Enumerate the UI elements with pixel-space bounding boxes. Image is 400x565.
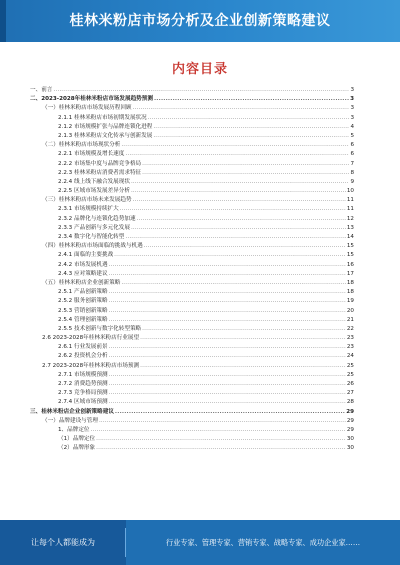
toc-entry-label: 2.2.2 市场集中度与品牌竞争格局: [58, 160, 142, 167]
toc-leader-dots: [125, 150, 349, 159]
toc-entry[interactable]: [28, 114, 354, 123]
toc-entry[interactable]: [28, 371, 354, 380]
toc-entry-label: 2.6.2 投资机会分析: [58, 353, 108, 360]
toc-entry-label: 2.3.3 产品创新与多元化发展: [58, 224, 130, 231]
toc-leader-dots: [131, 178, 349, 187]
toc-entry[interactable]: [28, 224, 354, 233]
toc-entry-label: 2.7.3 竞争格局预测: [58, 390, 108, 397]
toc-leader-dots: [144, 242, 346, 251]
toc-entry[interactable]: [28, 417, 354, 426]
toc-entry-label: 2.3.2 品牌化与连锁化趋势加速: [58, 215, 136, 222]
toc-leader-dots: [109, 398, 346, 407]
toc-entry[interactable]: [28, 435, 354, 444]
toc-entry-page-number: 23: [346, 344, 354, 351]
toc-leader-dots: [120, 205, 346, 214]
toc-entry[interactable]: [28, 95, 354, 104]
toc-leader-dots: [99, 417, 346, 426]
toc-entry-label: （二）桂林米粉店市场现状分析: [42, 142, 121, 149]
toc-entry-label: 2.4.1 面临的主要挑战: [58, 252, 114, 259]
toc-leader-dots: [91, 426, 346, 435]
toc-leader-dots: [109, 343, 346, 352]
toc-entry-label: （一）桂林米粉店市场发展历程回顾: [42, 105, 132, 112]
toc-entry-page-number: 6: [350, 151, 354, 158]
toc-leader-dots: [109, 371, 346, 380]
toc-leader-dots: [121, 141, 349, 150]
toc-entry[interactable]: [28, 352, 354, 361]
toc-entry[interactable]: [28, 150, 354, 159]
toc-leader-dots: [109, 316, 346, 325]
footer-slogan-panel: [0, 520, 126, 565]
toc-entry-label: 2.1.2 市场规模扩张与品牌连锁化进程: [58, 123, 153, 130]
toc-entry[interactable]: [28, 408, 354, 417]
toc-entry-page-number: 3: [350, 87, 354, 93]
toc-entry-label: 2.1.3 桂林米粉店文化传承与创新发展: [58, 132, 153, 139]
toc-leader-dots: [131, 187, 346, 196]
toc-entry-page-number: 30: [346, 436, 354, 443]
toc-entry[interactable]: [28, 86, 354, 95]
toc-leader-dots: [133, 104, 350, 113]
toc-entry-page-number: 7: [350, 160, 354, 167]
toc-entry-page-number: 19: [346, 298, 354, 305]
toc-leader-dots: [109, 380, 346, 389]
toc-entry-page-number: 24: [346, 353, 354, 360]
toc-entry[interactable]: [28, 279, 354, 288]
toc-entry-label: 2.5.4 管理创新策略: [58, 316, 108, 323]
toc-entry-page-number: 16: [346, 261, 354, 268]
toc-leader-dots: [142, 169, 349, 178]
toc-entry-label: （1）品牌定位: [58, 436, 96, 443]
toc-leader-dots: [137, 215, 346, 224]
toc-entry-page-number: 3: [350, 96, 354, 103]
toc-entry-page-number: 20: [346, 307, 354, 314]
toc-entry[interactable]: [28, 261, 354, 270]
toc-entry-label: （五）桂林米粉店企业创新策略: [42, 279, 121, 286]
toc-entry-page-number: 26: [346, 381, 354, 387]
toc-entry[interactable]: [28, 444, 354, 453]
toc-entry[interactable]: [28, 104, 354, 113]
toc-leader-dots: [96, 435, 346, 444]
toc-leader-dots: [109, 352, 346, 361]
toc-entry-label: 2.2.1 市场规模及增长速度: [58, 151, 125, 158]
toc-entry[interactable]: [28, 233, 354, 242]
toc-leader-dots: [115, 408, 345, 417]
toc-leader-dots: [96, 444, 346, 453]
toc-leader-dots: [140, 334, 346, 343]
toc-entry[interactable]: [28, 169, 354, 178]
toc-entry-page-number: 12: [346, 215, 354, 222]
toc-entry-label: 2.4.3 应对策略建议: [58, 270, 108, 277]
toc-entry-label: 2.5.1 产品创新策略: [58, 289, 108, 296]
toc-entry[interactable]: [28, 132, 354, 141]
toc-leader-dots: [142, 325, 346, 334]
toc-entry[interactable]: [28, 288, 354, 297]
toc-entry-page-number: 29: [346, 408, 354, 415]
toc-entry-label: 2.6 2023-2028年桂林米粉店行业展望: [42, 335, 140, 342]
toc-entry-page-number: 27: [346, 390, 354, 397]
toc-entry-page-number: 22: [346, 325, 354, 332]
toc-entry[interactable]: [28, 196, 354, 205]
toc-entry[interactable]: [28, 334, 354, 343]
toc-leader-dots: [153, 132, 349, 141]
toc-entry-label: 2.5.3 营销创新策略: [58, 307, 108, 314]
toc-entry-label: 2.7.1 市场规模预测: [58, 371, 108, 378]
toc-entry[interactable]: [28, 362, 354, 371]
toc-entry-page-number: 17: [346, 270, 354, 277]
toc-entry-label: 2.7.2 消费趋势预测: [58, 381, 108, 387]
toc-entry-page-number: 6: [350, 142, 354, 149]
table-of-contents: [28, 86, 354, 454]
toc-entry-page-number: 8: [350, 169, 354, 176]
toc-entry-label: 2.1.1 桂林米粉店市场初期发展状况: [58, 114, 147, 121]
toc-entry[interactable]: [28, 215, 354, 224]
toc-leader-dots: [109, 307, 346, 316]
toc-leader-dots: [154, 95, 349, 104]
toc-entry[interactable]: [28, 325, 354, 334]
toc-entry[interactable]: [28, 270, 354, 279]
toc-entry[interactable]: [28, 123, 354, 132]
toc-leader-dots: [114, 251, 346, 260]
toc-entry[interactable]: [28, 205, 354, 214]
toc-entry-page-number: 29: [346, 426, 354, 433]
toc-entry[interactable]: [28, 141, 354, 150]
toc-entry-label: 二、2023-2028年桂林米粉店市场发展趋势预测: [30, 96, 153, 103]
toc-entry-label: （一）品牌建设与管理: [42, 417, 98, 424]
toc-leader-dots: [109, 389, 346, 398]
document-title: 桂林米粉店市场分析及企业创新策略建议: [69, 13, 331, 29]
toc-leader-dots: [148, 114, 350, 123]
toc-entry-label: 三、桂林米粉店企业创新策略建议: [30, 408, 114, 415]
toc-leader-dots: [142, 160, 349, 169]
toc-entry-page-number: 29: [346, 417, 354, 424]
toc-entry[interactable]: [28, 242, 354, 251]
toc-leader-dots: [121, 279, 346, 288]
toc-entry-label: 2.2.5 区域市场发展差异分析: [58, 188, 130, 195]
toc-entry-page-number: 25: [346, 362, 354, 369]
toc-entry-page-number: 15: [346, 252, 354, 259]
toc-entry-label: 2.6.1 行业发展前景: [58, 344, 108, 351]
toc-entry-label: （四）桂林米粉店市场面临的挑战与机遇: [42, 243, 143, 250]
toc-entry-page-number: 18: [346, 289, 354, 296]
toc-leader-dots: [109, 261, 346, 270]
toc-entry[interactable]: [28, 316, 354, 325]
toc-entry-label: 一、前言: [30, 87, 53, 93]
toc-entry[interactable]: [28, 426, 354, 435]
toc-entry-label: 2.3.1 市场规模持续扩大: [58, 206, 119, 213]
toc-entry[interactable]: [28, 380, 354, 389]
footer-banner: [0, 520, 400, 565]
toc-entry[interactable]: [28, 251, 354, 260]
toc-entry-label: 2.4.2 市场发展机遇: [58, 261, 108, 268]
toc-entry-label: 2.2.4 线上线下融合发展现状: [58, 178, 130, 185]
toc-leader-dots: [133, 196, 346, 205]
toc-entry[interactable]: [28, 307, 354, 316]
toc-entry[interactable]: [28, 160, 354, 169]
toc-entry-page-number: 13: [346, 224, 354, 231]
toc-heading: 内容目录: [171, 62, 228, 77]
toc-entry-page-number: 9: [350, 178, 354, 185]
toc-entry-label: 2.3.4 数字化与智能化转型: [58, 234, 125, 240]
toc-leader-dots: [125, 233, 346, 242]
toc-entry-label: （2）品牌形象: [58, 445, 96, 452]
toc-entry[interactable]: [28, 187, 354, 196]
footer-slogan: 让每个人都能成为: [31, 538, 95, 547]
toc-entry-page-number: 15: [346, 243, 354, 250]
toc-entry-page-number: 23: [346, 335, 354, 342]
toc-entry-page-number: 3: [350, 114, 354, 121]
toc-leader-dots: [153, 123, 349, 132]
toc-leader-dots: [109, 297, 346, 306]
toc-entry-page-number: 28: [346, 399, 354, 406]
toc-entry-label: （三）桂林米粉店市场未来发展趋势: [42, 197, 132, 204]
toc-entry-page-number: 10: [346, 188, 354, 195]
toc-leader-dots: [53, 86, 349, 95]
toc-entry-page-number: 4: [350, 123, 354, 130]
toc-entry-page-number: 3: [350, 105, 354, 112]
toc-leader-dots: [131, 224, 346, 233]
toc-entry[interactable]: [28, 398, 354, 407]
toc-entry-label: 1、品牌定位: [58, 426, 90, 433]
toc-entry-page-number: 11: [346, 197, 354, 204]
toc-leader-dots: [140, 362, 346, 371]
toc-entry[interactable]: [28, 389, 354, 398]
toc-entry-page-number: 11: [346, 206, 354, 213]
toc-entry[interactable]: [28, 343, 354, 352]
toc-entry-page-number: 14: [346, 234, 354, 240]
toc-entry-label: 2.5.5 技术创新与数字化转型策略: [58, 325, 142, 332]
toc-entry-page-number: 25: [346, 371, 354, 378]
toc-entry-label: 2.7 2023-2028年桂林米粉店市场预测: [42, 362, 140, 369]
toc-entry-label: 2.2.3 桂林米粉店消费者需求特征: [58, 169, 142, 176]
toc-entry-label: 2.5.2 服务创新策略: [58, 298, 108, 305]
toc-entry-label: 2.7.4 区域市场预测: [58, 399, 108, 406]
toc-entry-page-number: 5: [350, 132, 354, 139]
toc-entry[interactable]: [28, 178, 354, 187]
toc-leader-dots: [109, 270, 346, 279]
footer-tagline: 行业专家、管理专家、营销专家、战略专家、成功企业家……: [165, 538, 361, 547]
toc-entry[interactable]: [28, 297, 354, 306]
header-banner: [0, 0, 400, 42]
toc-leader-dots: [109, 288, 346, 297]
toc-entry-page-number: 18: [346, 279, 354, 286]
toc-entry-page-number: 30: [346, 445, 354, 452]
toc-entry-page-number: 21: [346, 316, 354, 323]
